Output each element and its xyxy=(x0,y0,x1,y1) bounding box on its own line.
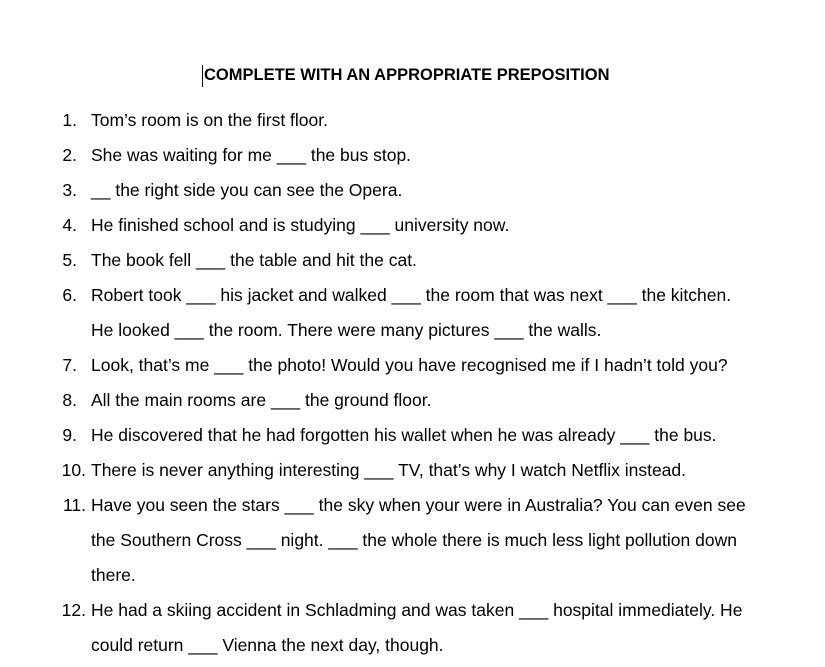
exercise-item-12 xyxy=(0,595,825,625)
item-number: 12. xyxy=(61,600,86,620)
item-number: 11. xyxy=(62,495,86,515)
text-cursor xyxy=(202,65,203,87)
item-text-continued: could return ___ Vienna the next day, though. xyxy=(91,635,444,655)
exercise-item-7 xyxy=(0,350,825,380)
exercise-item-11-continued xyxy=(0,525,825,555)
item-text: Robert took ___ his jacket and walked ___ the room that was next ___ the kitchen. xyxy=(91,285,732,305)
item-text: There is never anything interesting ___ TV, that’s why I watch Netflix instead. xyxy=(91,460,686,480)
item-text: Have you seen the stars ___ the sky when your were in Australia? You can even see xyxy=(91,495,746,515)
exercise-item-11-continued-2 xyxy=(0,560,825,590)
item-text-continued: He looked ___ the room. There were many pictures ___ the walls. xyxy=(91,320,602,340)
exercise-item-3 xyxy=(0,175,825,205)
exercise-item-9 xyxy=(0,420,825,450)
item-number: 5. xyxy=(62,250,77,270)
item-number: 7. xyxy=(62,355,77,375)
exercise-item-2 xyxy=(0,140,825,170)
item-text-continued: there. xyxy=(91,565,136,585)
item-text: Look, that’s me ___ the photo! Would you have recognised me if I hadn’t told you? xyxy=(91,355,728,375)
exercise-item-10 xyxy=(0,455,825,485)
item-number: 4. xyxy=(62,215,77,235)
item-number: 1. xyxy=(62,110,77,130)
item-number: 3. xyxy=(62,180,77,200)
item-text: The book fell ___ the table and hit the cat. xyxy=(91,250,417,270)
item-number: 6. xyxy=(62,285,77,305)
item-text: __ the right side you can see the Opera. xyxy=(91,180,403,200)
item-text: She was waiting for me ___ the bus stop. xyxy=(91,145,412,165)
exercise-item-4 xyxy=(0,210,825,240)
worksheet-title: COMPLETE WITH AN APPROPRIATE PREPOSITION xyxy=(204,66,610,84)
item-number: 8. xyxy=(62,390,77,410)
exercise-item-6-continued xyxy=(0,315,825,345)
exercise-item-12-continued xyxy=(0,630,825,660)
item-number: 10. xyxy=(61,460,86,480)
exercise-item-8 xyxy=(0,385,825,415)
item-text: He discovered that he had forgotten his wallet when he was already ___ the bus. xyxy=(91,425,717,445)
item-text: He finished school and is studying ___ university now. xyxy=(91,215,510,235)
item-text: Tom’s room is on the first floor. xyxy=(91,110,328,130)
item-number: 2. xyxy=(62,145,77,165)
exercise-item-6 xyxy=(0,280,825,310)
exercise-item-11 xyxy=(0,490,825,520)
item-text: All the main rooms are ___ the ground floor. xyxy=(91,390,432,410)
item-text: He had a skiing accident in Schladming and was taken ___ hospital immediately. He xyxy=(91,600,743,620)
item-text-continued: the Southern Cross ___ night. ___ the whole there is much less light pollution down xyxy=(91,530,737,550)
exercise-item-1 xyxy=(0,105,825,135)
exercise-item-5 xyxy=(0,245,825,275)
item-number: 9. xyxy=(62,425,77,445)
